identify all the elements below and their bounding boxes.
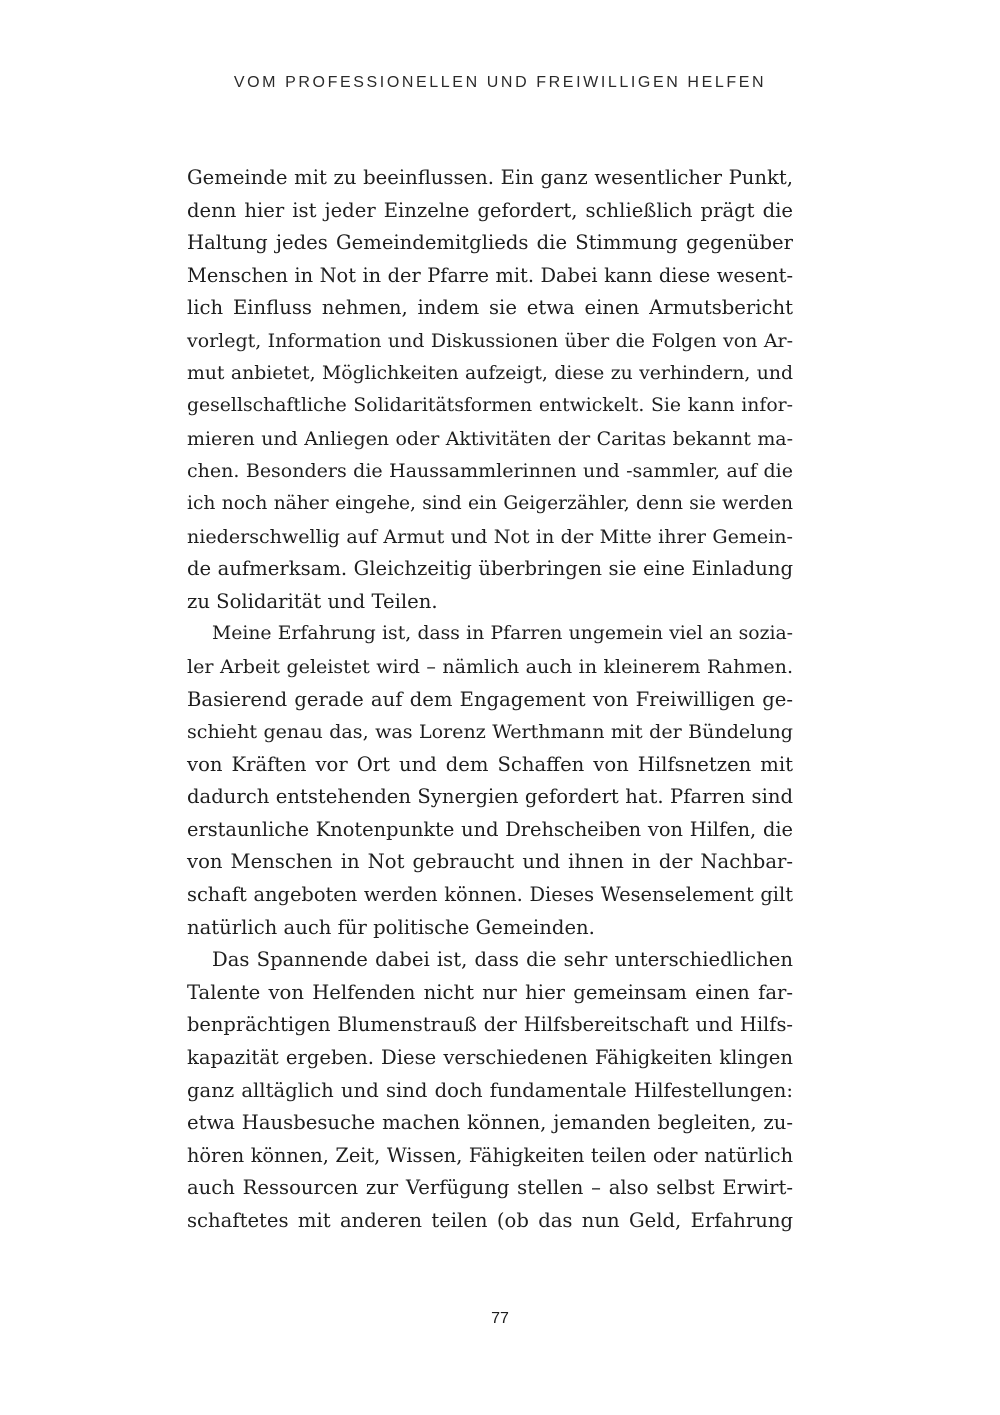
text-line: dadurch entstehenden Synergien gefordert hat. Pfarren sind: [187, 785, 793, 809]
text-line: Talente von Helfenden nicht nur hier gemeinsam einen far-: [187, 980, 793, 1004]
text-line: Gemeinde mit zu beeinflussen. Ein ganz wesentlicher Punkt,: [187, 166, 793, 189]
text-line: Meine Erfahrung ist, dass in Pfarren ungemein viel an sozia-: [212, 623, 793, 645]
text-line: Menschen in Not in der Pfarre mit. Dabei kann diese wesent-: [187, 263, 793, 287]
text-line: schaftetes mit anderen teilen (ob das nun Geld, Erfahrung: [187, 1209, 793, 1232]
text-line: zu Solidarität und Teilen.: [187, 589, 438, 613]
text-line: benprächtigen Blumenstrauß der Hilfsbereitschaft und Hilfs-: [187, 1013, 793, 1037]
text-line: ich noch näher eingehe, sind ein Geigerzähler, denn sie werden: [187, 492, 793, 514]
text-line: etwa Hausbesuche machen können, jemanden begleiten, zu-: [187, 1111, 793, 1135]
text-line: Basierend gerade auf dem Engagement von Freiwilligen ge-: [187, 687, 793, 711]
text-line: Das Spannende dabei ist, dass die sehr unterschiedlichen: [212, 948, 793, 972]
paragraph-2: [187, 618, 793, 944]
running-head: VOM PROFESSIONELLEN UND FREIWILLIGEN HELFEN: [233, 74, 767, 91]
text-line: schieht genau das, was Lorenz Werthmann mit der Bündelung: [187, 721, 793, 744]
text-line: chen. Besonders die Haussammlerinnen und -sammler, auf die: [187, 460, 793, 483]
text-line: von Menschen in Not gebraucht und ihnen in der Nachbar-: [187, 850, 793, 874]
text-line: kapazität ergeben. Diese verschiedenen Fähigkeiten klingen: [187, 1046, 793, 1070]
text-line: erstaunliche Knotenpunkte und Drehscheiben von Hilfen, die: [187, 817, 793, 841]
text-line: schaft angeboten werden können. Dieses Wesenselement gilt: [187, 883, 793, 907]
text-line: hören können, Zeit, Wissen, Fähigkeiten teilen oder natürlich: [187, 1143, 793, 1167]
text-line: Haltung jedes Gemeindemitglieds die Stimmung gegenüber: [187, 231, 793, 255]
text-line: de aufmerksam. Gleichzeitig überbringen sie eine Einladung: [187, 557, 793, 581]
page-number: 77: [491, 1310, 509, 1327]
text-line: auch Ressourcen zur Verfügung stellen – also selbst Erwirt-: [187, 1176, 793, 1200]
text-line: von Kräften vor Ort und dem Schaffen von Hilfsnetzen mit: [187, 752, 793, 776]
text-line: ganz alltäglich und sind doch fundamentale Hilfestellungen:: [187, 1078, 793, 1102]
text-line: mut anbietet, Möglichkeiten aufzeigt, diese zu verhindern, und: [187, 362, 793, 384]
text-line: lich Einfluss nehmen, indem sie etwa einen Armutsbericht: [187, 296, 793, 320]
paragraph-1: [187, 162, 793, 618]
text-line: vorlegt, Information und Diskussionen über die Folgen von Ar-: [187, 329, 793, 352]
text-line: mieren und Anliegen oder Aktivitäten der Caritas bekannt ma-: [187, 427, 793, 450]
text-line: denn hier ist jeder Einzelne gefordert, schließlich prägt die: [187, 198, 793, 222]
text-line: niederschwellig auf Armut und Not in der Mitte ihrer Gemein-: [187, 525, 793, 548]
text-line: natürlich auch für politische Gemeinden.: [187, 915, 595, 939]
text-line: ler Arbeit geleistet wird – nämlich auch in kleinerem Rahmen.: [187, 655, 793, 678]
text-line: gesellschaftliche Solidaritätsformen entwickelt. Sie kann infor-: [187, 395, 793, 417]
body-text: [187, 162, 793, 1238]
paragraph-3: [187, 944, 793, 1237]
